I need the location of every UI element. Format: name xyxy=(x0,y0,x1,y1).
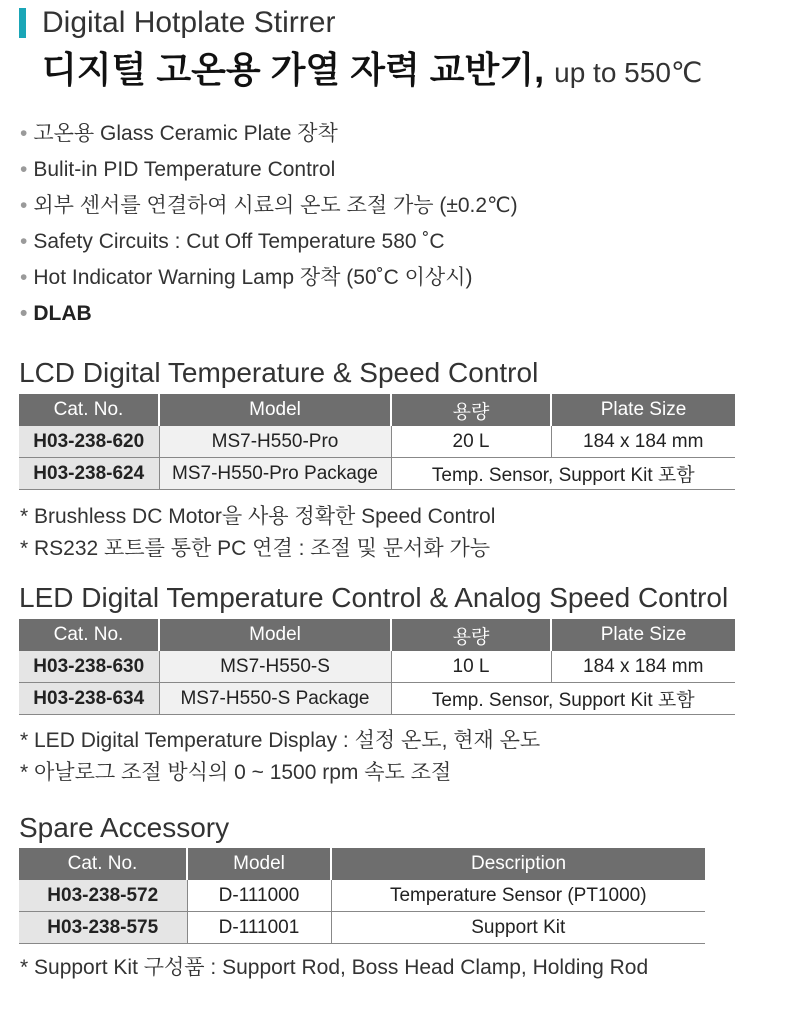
led-section-title: LED Digital Temperature Control & Analog Speed Control xyxy=(19,582,729,613)
capacity-cell: 20 L xyxy=(391,426,551,458)
lcd-section-title: LCD Digital Temperature & Speed Control xyxy=(19,357,539,388)
capacity-cell: 10 L xyxy=(391,651,551,683)
feature-text: Safety Circuits : Cut Off Temperature 580 ˚C xyxy=(33,230,445,253)
package-description-cell: Temp. Sensor, Support Kit 포함 xyxy=(391,683,735,715)
product-title-suffix: up to 550℃ xyxy=(554,57,703,88)
feature-text: 고온용 Glass Ceramic Plate 장착 xyxy=(33,122,338,145)
feature-text: Hot Indicator Warning Lamp 장착 (50˚C 이상시) xyxy=(33,266,473,289)
cat-no-cell: H03-238-630 xyxy=(19,651,159,683)
description-cell: Support Kit xyxy=(331,912,705,944)
model-cell: MS7-H550-S Package xyxy=(159,683,391,715)
plate-size-cell: 184 x 184 mm xyxy=(551,426,735,458)
cat-no-cell: H03-238-572 xyxy=(19,880,187,912)
table-row xyxy=(19,912,705,944)
cat-no-cell: H03-238-624 xyxy=(19,458,159,490)
bullet-icon: • xyxy=(20,230,28,253)
header-cat-no: Cat. No. xyxy=(19,394,159,426)
header-model: Model xyxy=(187,848,331,880)
plate-size-cell: 184 x 184 mm xyxy=(551,651,735,683)
table-header-row xyxy=(19,848,705,880)
cat-no-cell: H03-238-575 xyxy=(19,912,187,944)
table-row xyxy=(19,683,735,715)
bullet-icon: • xyxy=(20,122,28,145)
model-cell: D-111000 xyxy=(187,880,331,912)
table-row xyxy=(19,880,705,912)
table-row xyxy=(19,458,735,490)
header-cat-no: Cat. No. xyxy=(19,848,187,880)
cat-no-cell: H03-238-634 xyxy=(19,683,159,715)
table-row xyxy=(19,651,735,683)
header-model: Model xyxy=(159,394,391,426)
spare-section-title: Spare Accessory xyxy=(19,812,230,843)
bullet-icon: • xyxy=(20,302,28,325)
feature-item xyxy=(20,224,518,260)
lcd-note: * RS232 포트를 통한 PC 연결 : 조절 및 문서화 가능 xyxy=(20,537,491,560)
spare-accessory-table xyxy=(19,848,705,944)
product-title-text: 디지털 고온용 가열 자력 교반기, xyxy=(42,49,545,90)
product-title xyxy=(42,46,702,97)
feature-item xyxy=(20,296,518,332)
table-header-row xyxy=(19,394,735,426)
model-cell: D-111001 xyxy=(187,912,331,944)
led-note: * LED Digital Temperature Display : 설정 온도, 현재 온도 xyxy=(20,729,541,752)
feature-item xyxy=(20,188,518,224)
table-row xyxy=(19,426,735,458)
model-cell: MS7-H550-Pro Package xyxy=(159,458,391,490)
header-plate-size: Plate Size xyxy=(551,394,735,426)
led-spec-table xyxy=(19,619,735,715)
feature-text: Bulit-in PID Temperature Control xyxy=(33,158,336,181)
lcd-note: * Brushless DC Motor을 사용 정확한 Speed Control xyxy=(20,505,496,528)
bullet-icon: • xyxy=(20,158,28,181)
header-plate-size: Plate Size xyxy=(551,619,735,651)
header-model: Model xyxy=(159,619,391,651)
lcd-spec-table xyxy=(19,394,735,490)
description-cell: Temperature Sensor (PT1000) xyxy=(331,880,705,912)
package-description-cell: Temp. Sensor, Support Kit 포함 xyxy=(391,458,735,490)
model-cell: MS7-H550-Pro xyxy=(159,426,391,458)
accent-bar xyxy=(19,8,26,38)
model-cell: MS7-H550-S xyxy=(159,651,391,683)
cat-no-cell: H03-238-620 xyxy=(19,426,159,458)
feature-list xyxy=(20,116,518,332)
feature-item xyxy=(20,152,518,188)
brand-text: DLAB xyxy=(33,302,92,325)
table-header-row xyxy=(19,619,735,651)
led-note: * 아날로그 조절 방식의 0 ~ 1500 rpm 속도 조절 xyxy=(20,761,452,784)
header-capacity: 용량 xyxy=(391,619,551,651)
header-cat-no: Cat. No. xyxy=(19,619,159,651)
feature-item xyxy=(20,116,518,152)
header-description: Description xyxy=(331,848,705,880)
product-subtitle: Digital Hotplate Stirrer xyxy=(42,6,336,39)
feature-item xyxy=(20,260,518,296)
header-capacity: 용량 xyxy=(391,394,551,426)
bullet-icon: • xyxy=(20,266,28,289)
feature-text: 외부 센서를 연결하여 시료의 온도 조절 가능 (±0.2℃) xyxy=(33,194,518,217)
bullet-icon: • xyxy=(20,194,28,217)
spare-note: * Support Kit 구성품 : Support Rod, Boss Head Clamp, Holding Rod xyxy=(20,956,649,979)
